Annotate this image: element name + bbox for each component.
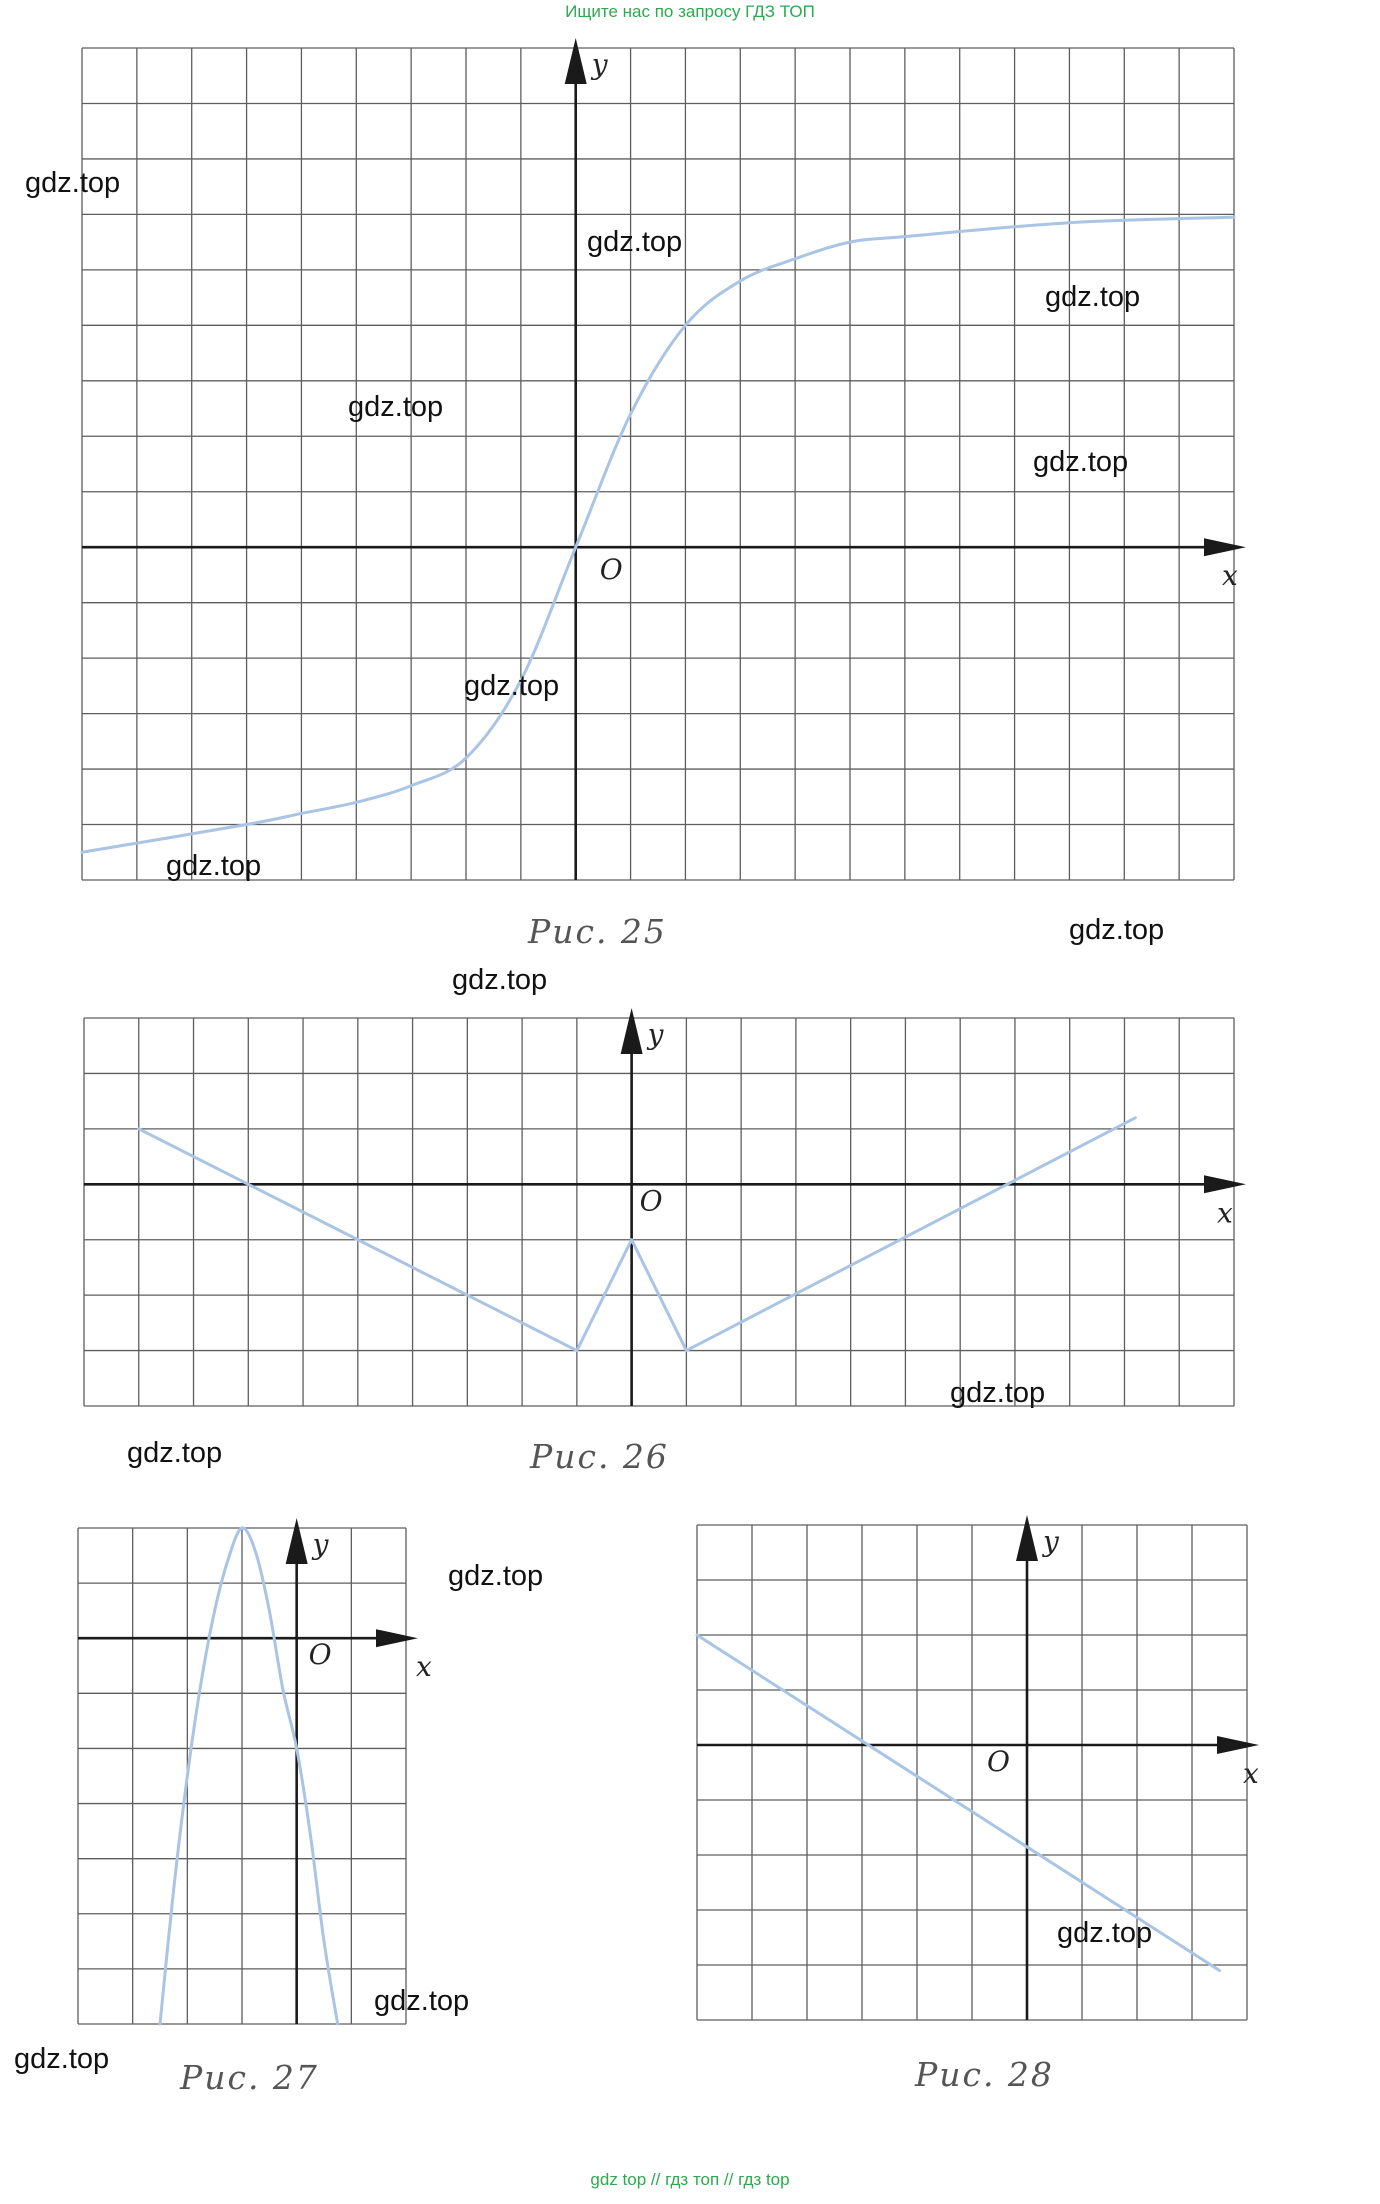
watermark-text: gdz.top [464, 670, 560, 702]
watermark-text: gdz.top [14, 2043, 110, 2075]
x-axis-label: x [1222, 559, 1238, 593]
origin-label: O [599, 553, 623, 587]
origin-label: O [308, 1638, 332, 1672]
x-axis-label: x [416, 1650, 432, 1684]
y-axis-label: y [591, 48, 608, 81]
y-axis-label: y [312, 1528, 329, 1561]
y-axis-label: y [647, 1018, 664, 1051]
y-axis-label: y [1043, 1525, 1059, 1558]
figure-28-caption: Рис. 28 [915, 2055, 1054, 2094]
header-banner: Ищите нас по запросу ГДЗ ТОП [565, 2, 815, 21]
figure-27-caption: Рис. 27 [180, 2058, 319, 2097]
origin-label: O [639, 1184, 663, 1218]
figure-25-caption: Рис. 25 [528, 912, 667, 951]
footer-banner: gdz top // гдз топ // гдз top [590, 2170, 790, 2189]
watermark-text: gdz.top [1069, 914, 1165, 946]
y-axis-arrow [1016, 1515, 1038, 1561]
watermark-text: gdz.top [166, 850, 262, 882]
x-axis-label: x [1243, 1757, 1259, 1790]
watermark-text: gdz.top [374, 1985, 470, 2017]
watermark-text: gdz.top [452, 964, 548, 996]
watermark-text: gdz.top [25, 167, 121, 199]
watermark-text: gdz.top [448, 1560, 544, 1592]
watermark-text: gdz.top [1033, 446, 1129, 478]
watermark-text: gdz.top [1057, 1917, 1153, 1949]
grid-28 [697, 1525, 1247, 2020]
watermark-text: gdz.top [127, 1437, 223, 1469]
watermark-text: gdz.top [587, 226, 683, 258]
x-axis-arrow [1217, 1736, 1259, 1754]
watermark-text: gdz.top [348, 391, 444, 423]
origin-label: O [987, 1745, 1010, 1778]
watermark-text: gdz.top [950, 1377, 1046, 1409]
x-axis-label: x [1217, 1196, 1233, 1230]
watermark-text: gdz.top [1045, 281, 1141, 313]
figure-26-caption: Рис. 26 [530, 1437, 669, 1476]
